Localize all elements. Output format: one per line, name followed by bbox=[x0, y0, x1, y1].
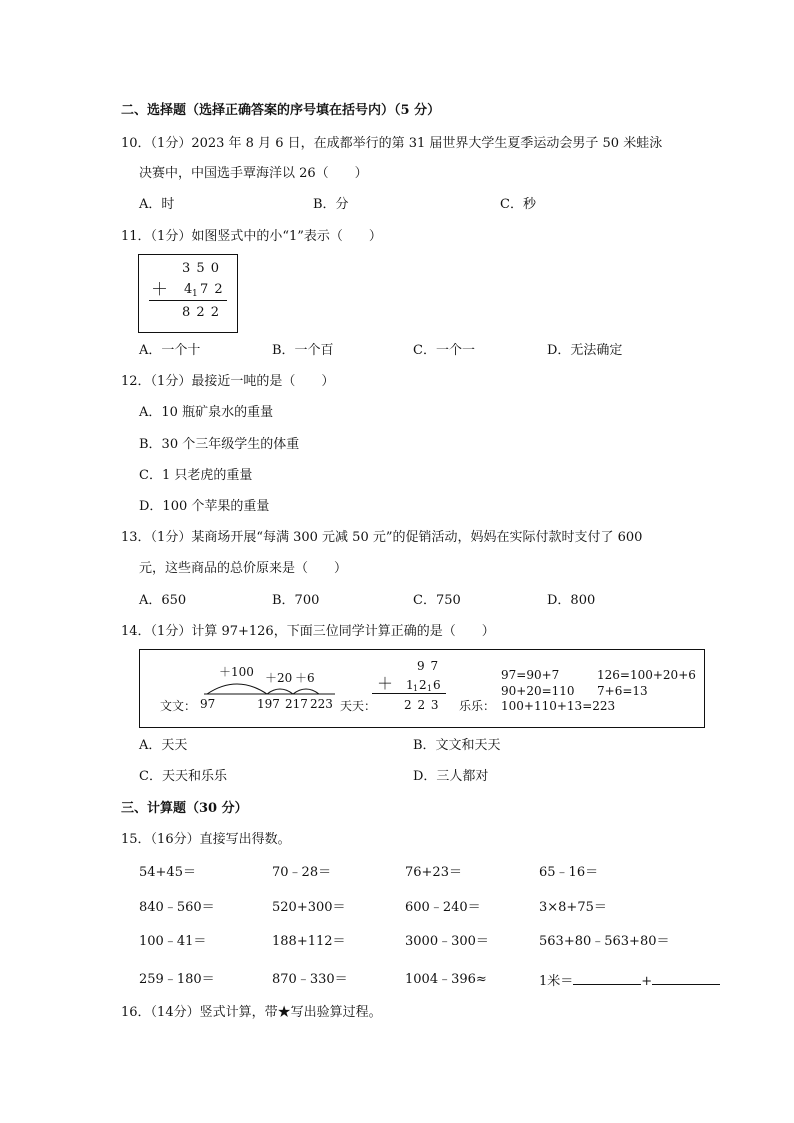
q15-item: 563+80﹣563+80＝ bbox=[539, 934, 670, 949]
q14-option-d[interactable]: D．三人都对 bbox=[413, 769, 489, 784]
tiantian-digit-tens: 2 bbox=[419, 678, 427, 692]
q15-item: 1004﹣396≈ bbox=[405, 972, 487, 987]
tiantian-addend-1: 9 7 bbox=[417, 659, 440, 673]
answer-blank-2[interactable] bbox=[652, 972, 720, 985]
q11-option-d[interactable]: D．无法确定 bbox=[547, 343, 623, 358]
q10-stem-line1: 10．（1分）2023 年 8 月 6 日，在成都举行的第 31 届世界大学生夏季运动会男子 50 米蛙泳 bbox=[121, 136, 663, 151]
q15-item: 520+300＝ bbox=[272, 900, 346, 915]
q15-item: 188+112＝ bbox=[272, 934, 346, 949]
tiantian-carry-2: 1 bbox=[427, 684, 433, 693]
lele-eq-13: 7+6=13 bbox=[597, 684, 648, 698]
q15-item: 100﹣41＝ bbox=[139, 934, 207, 949]
q14-option-c[interactable]: C．天天和乐乐 bbox=[139, 769, 227, 784]
q15-item-meter-label: 1米＝ bbox=[539, 974, 574, 989]
q15-item: 3×8+75＝ bbox=[539, 900, 607, 915]
wenwen-jump-20: ＋20 bbox=[265, 671, 293, 685]
lele-eq-126: 126=100+20+6 bbox=[597, 668, 696, 682]
q10-stem-line2: 决赛中，中国选手覃海洋以 26（ ） bbox=[139, 166, 368, 181]
lele-eq-sum: 100+110+13=223 bbox=[501, 699, 616, 713]
wenwen-jump-100: ＋100 bbox=[219, 665, 254, 679]
section-2-title: 二、选择题（选择正确答案的序号填在括号内）（5 分） bbox=[121, 103, 441, 118]
wenwen-start-97: 97 bbox=[200, 697, 216, 711]
q13-option-c[interactable]: C．750 bbox=[413, 593, 461, 608]
tiantian-digit-ones: 6 bbox=[433, 678, 441, 692]
q12-option-a[interactable]: A．10 瓶矿泉水的重量 bbox=[139, 405, 274, 420]
q11-addend-2-hundreds: 4 bbox=[184, 282, 193, 297]
q12-stem: 12．（1分）最接近一吨的是（ ） bbox=[121, 374, 335, 389]
wenwen-label: 文文： bbox=[160, 699, 197, 713]
q11-carry-digit: 1 bbox=[192, 289, 198, 299]
q11-option-a[interactable]: A．一个十 bbox=[139, 343, 201, 358]
q15-item-meter bbox=[539, 972, 720, 990]
q15-item: 54+45＝ bbox=[139, 865, 196, 880]
q15-item: 600﹣240＝ bbox=[405, 900, 481, 915]
q13-stem-line1: 13．（1分）某商场开展“每满 300 元减 50 元”的促销活动，妈妈在实际付款时支付了 600 bbox=[121, 530, 643, 545]
q15-item: 70﹣28＝ bbox=[272, 865, 332, 880]
q12-option-d[interactable]: D．100 个苹果的重量 bbox=[139, 499, 270, 514]
lele-eq-97: 97=90+7 bbox=[501, 668, 560, 682]
tiantian-carry-1: 1 bbox=[413, 684, 419, 693]
q13-option-d[interactable]: D．800 bbox=[547, 593, 596, 608]
lele-label: 乐乐： bbox=[459, 699, 496, 713]
q11-result: 8 2 2 bbox=[182, 305, 221, 320]
q11-addend-1: 3 5 0 bbox=[182, 261, 221, 276]
q14-option-a[interactable]: A．天天 bbox=[139, 738, 188, 753]
q15-plus-sign: + bbox=[641, 974, 653, 989]
q14-methods-box bbox=[139, 649, 705, 728]
q13-option-a[interactable]: A．650 bbox=[139, 593, 187, 608]
lele-eq-110: 90+20=110 bbox=[501, 684, 575, 698]
tiantian-label: 天天： bbox=[340, 699, 377, 713]
q11-stem: 11．（1分）如图竖式中的小“1”表示（ ） bbox=[121, 229, 382, 244]
q11-sum-line bbox=[149, 300, 227, 301]
q11-option-c[interactable]: C．一个一 bbox=[413, 343, 475, 358]
wenwen-mark-197: 197 bbox=[257, 697, 280, 711]
tiantian-result: 2 2 3 bbox=[404, 698, 440, 712]
q11-addend-2-rest: 7 2 bbox=[200, 282, 224, 297]
q15-stem: 15．（16分）直接写出得数。 bbox=[121, 832, 291, 847]
tiantian-digit-hundreds: 1 bbox=[406, 678, 414, 692]
q15-item: 259﹣180＝ bbox=[139, 972, 215, 987]
q13-stem-line2: 元，这些商品的总价原来是（ ） bbox=[139, 561, 348, 576]
q10-option-c[interactable]: C．秒 bbox=[500, 197, 536, 212]
wenwen-mark-217: 217 bbox=[285, 697, 308, 711]
q11-plus-sign: ＋ bbox=[151, 280, 168, 300]
q15-item: 870﹣330＝ bbox=[272, 972, 348, 987]
q10-option-b[interactable]: B．分 bbox=[313, 197, 349, 212]
wenwen-jump-arcs bbox=[140, 650, 340, 727]
q11-option-b[interactable]: B．一个百 bbox=[272, 343, 334, 358]
section-3-title: 三、计算题（30 分） bbox=[121, 801, 248, 816]
answer-blank-1[interactable] bbox=[573, 972, 641, 985]
q16-stem: 16．（14分）竖式计算，带★写出验算过程。 bbox=[121, 1005, 382, 1020]
q15-item: 76+23＝ bbox=[405, 865, 462, 880]
q15-item: 65﹣16＝ bbox=[539, 865, 599, 880]
q15-item: 3000﹣300＝ bbox=[405, 934, 489, 949]
q14-stem: 14．（1分）计算 97+126，下面三位同学计算正确的是（ ） bbox=[121, 624, 495, 639]
wenwen-jump-6: ＋6 bbox=[295, 671, 315, 685]
q15-item: 840﹣560＝ bbox=[139, 900, 215, 915]
q13-option-b[interactable]: B．700 bbox=[272, 593, 320, 608]
tiantian-sum-line bbox=[372, 693, 446, 694]
wenwen-mark-223: 223 bbox=[310, 697, 333, 711]
q14-option-b[interactable]: B．文文和天天 bbox=[413, 738, 501, 753]
q12-option-c[interactable]: C．1 只老虎的重量 bbox=[139, 468, 253, 483]
tiantian-plus-sign: ＋ bbox=[377, 674, 394, 693]
q10-option-a[interactable]: A．时 bbox=[139, 197, 175, 212]
q11-vertical-calc-box bbox=[138, 254, 238, 333]
q12-option-b[interactable]: B．30 个三年级学生的体重 bbox=[139, 437, 300, 452]
